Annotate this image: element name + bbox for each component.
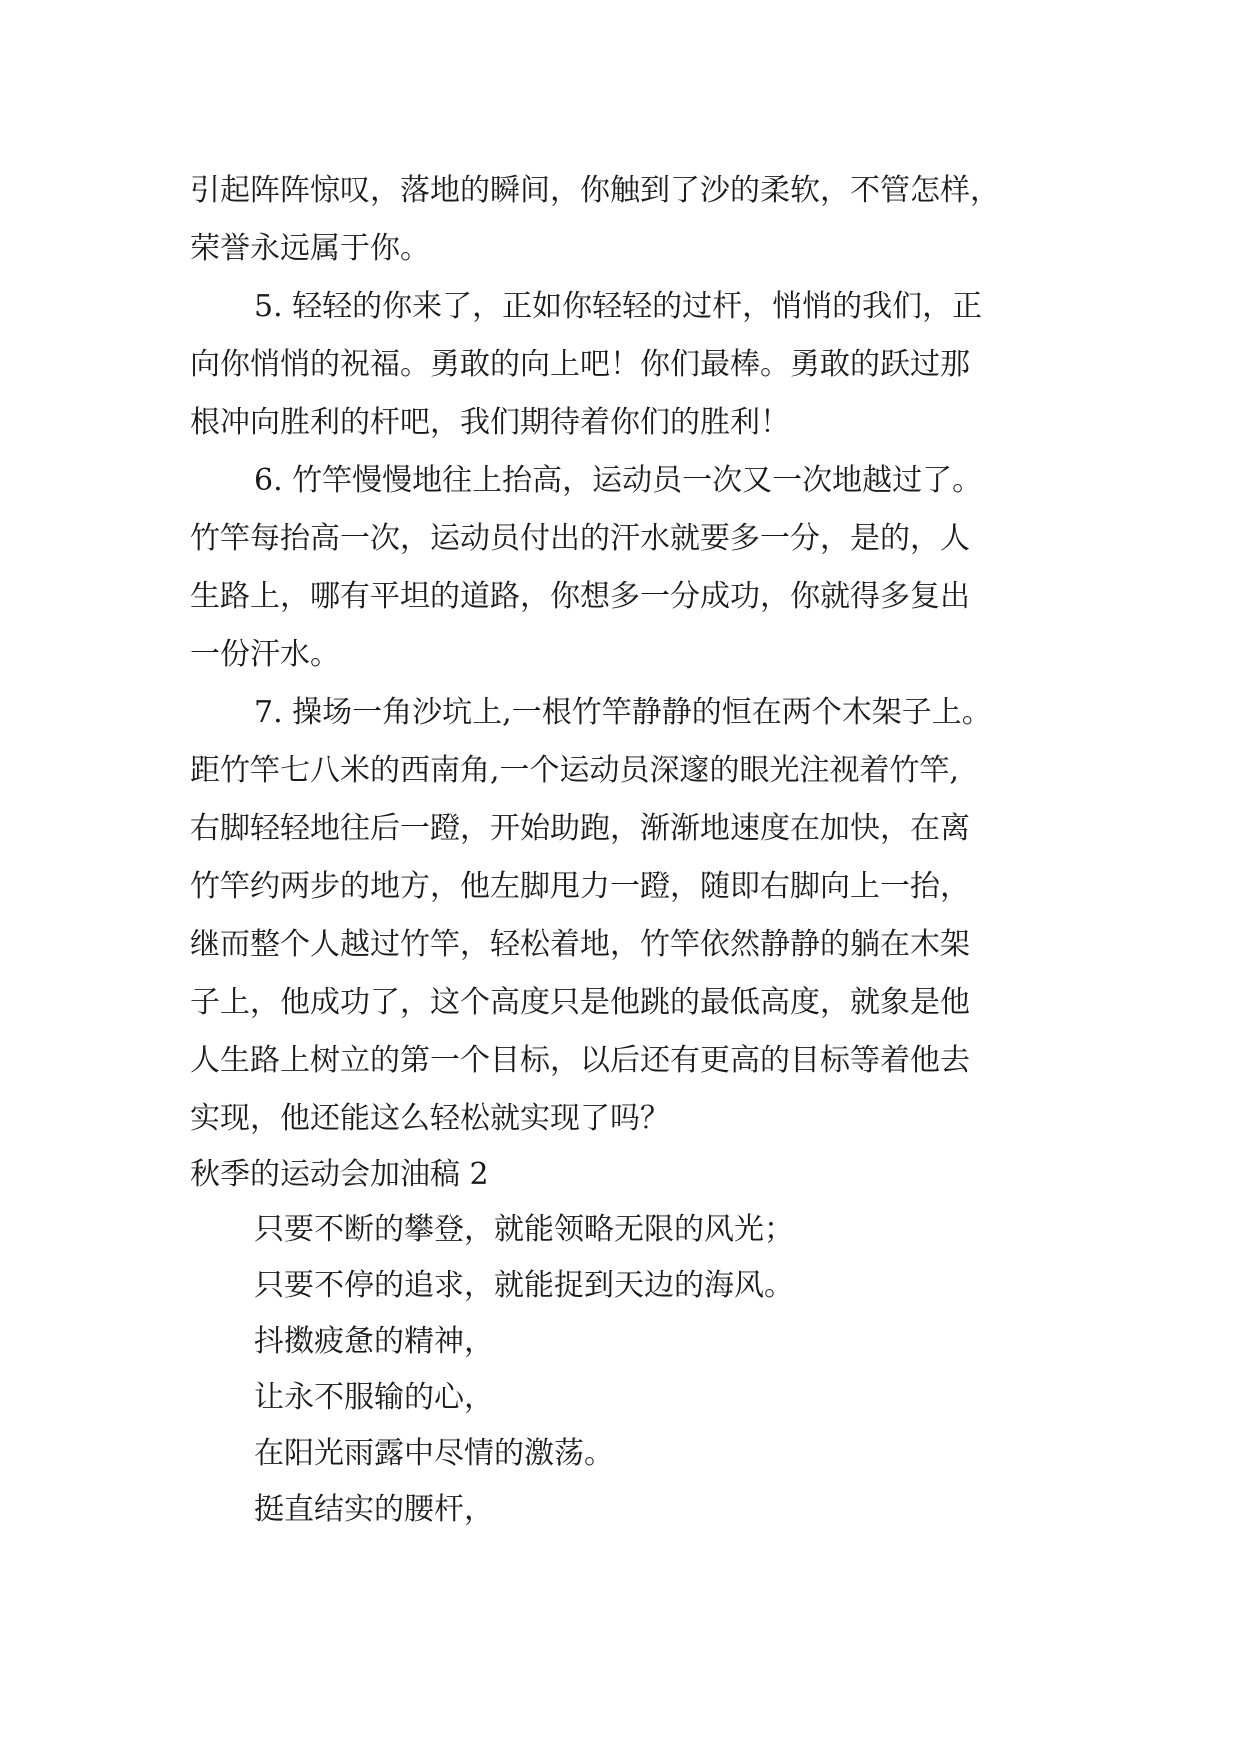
paragraph-item-6: [190, 452, 1070, 684]
document-body: [190, 162, 1070, 1538]
text-line: 荣誉永远属于你。: [190, 231, 430, 266]
text-line: 5. 轻轻的你来了，正如你轻轻的过杆，悄悄的我们，正: [254, 289, 983, 324]
text-line: 6. 竹竿慢慢地往上抬高，运动员一次又一次地越过了。: [254, 463, 983, 498]
text-line: 竹竿每抬高一次，运动员付出的汗水就要多一分，是的，人: [190, 521, 970, 556]
text-line: 根冲向胜利的杆吧，我们期待着你们的胜利！: [190, 405, 790, 440]
poem-line: 让永不服输的心，: [254, 1380, 494, 1415]
poem-line: 在阳光雨露中尽情的激荡。: [254, 1436, 614, 1471]
text-line: 竹竿约两步的地方，他左脚甩力一蹬，随即右脚向上一抬，: [190, 869, 970, 904]
poem-line: 挺直结实的腰杆，: [254, 1492, 494, 1527]
paragraph-continued: [190, 162, 1070, 278]
text-line: 引起阵阵惊叹，落地的瞬间，你触到了沙的柔软，不管怎样，: [190, 173, 1000, 208]
text-line: 生路上，哪有平坦的道路，你想多一分成功，你就得多复出: [190, 579, 970, 614]
text-line: 继而整个人越过竹竿，轻松着地，竹竿依然静静的躺在木架: [190, 927, 970, 962]
poem-line: 只要不停的追求，就能捉到天边的海风。: [254, 1268, 794, 1303]
text-line: 7. 操场一角沙坑上,一根竹竿静静的恒在两个木架子上。: [254, 695, 992, 730]
paragraph-item-7: [190, 684, 1070, 1148]
text-line: 一份汗水。: [190, 637, 340, 672]
text-line: 向你悄悄的祝福。勇敢的向上吧！你们最棒。勇敢的跃过那: [190, 347, 970, 382]
paragraph-item-5: [190, 278, 1070, 452]
poem: [190, 1202, 1070, 1538]
section-title: 秋季的运动会加油稿 2: [190, 1157, 489, 1192]
poem-line: 抖擞疲惫的精神，: [254, 1324, 494, 1359]
text-line: 实现，他还能这么轻松就实现了吗？: [190, 1101, 670, 1136]
text-line: 人生路上树立的第一个目标，以后还有更高的目标等着他去: [190, 1043, 970, 1078]
poem-line: 只要不断的攀登，就能领略无限的风光；: [254, 1212, 794, 1247]
text-line: 右脚轻轻地往后一蹬，开始助跑，渐渐地速度在加快，在离: [190, 811, 970, 846]
text-line: 子上，他成功了，这个高度只是他跳的最低高度，就象是他: [190, 985, 970, 1020]
text-line: 距竹竿七八米的西南角,一个运动员深邃的眼光注视着竹竿,: [190, 753, 960, 788]
